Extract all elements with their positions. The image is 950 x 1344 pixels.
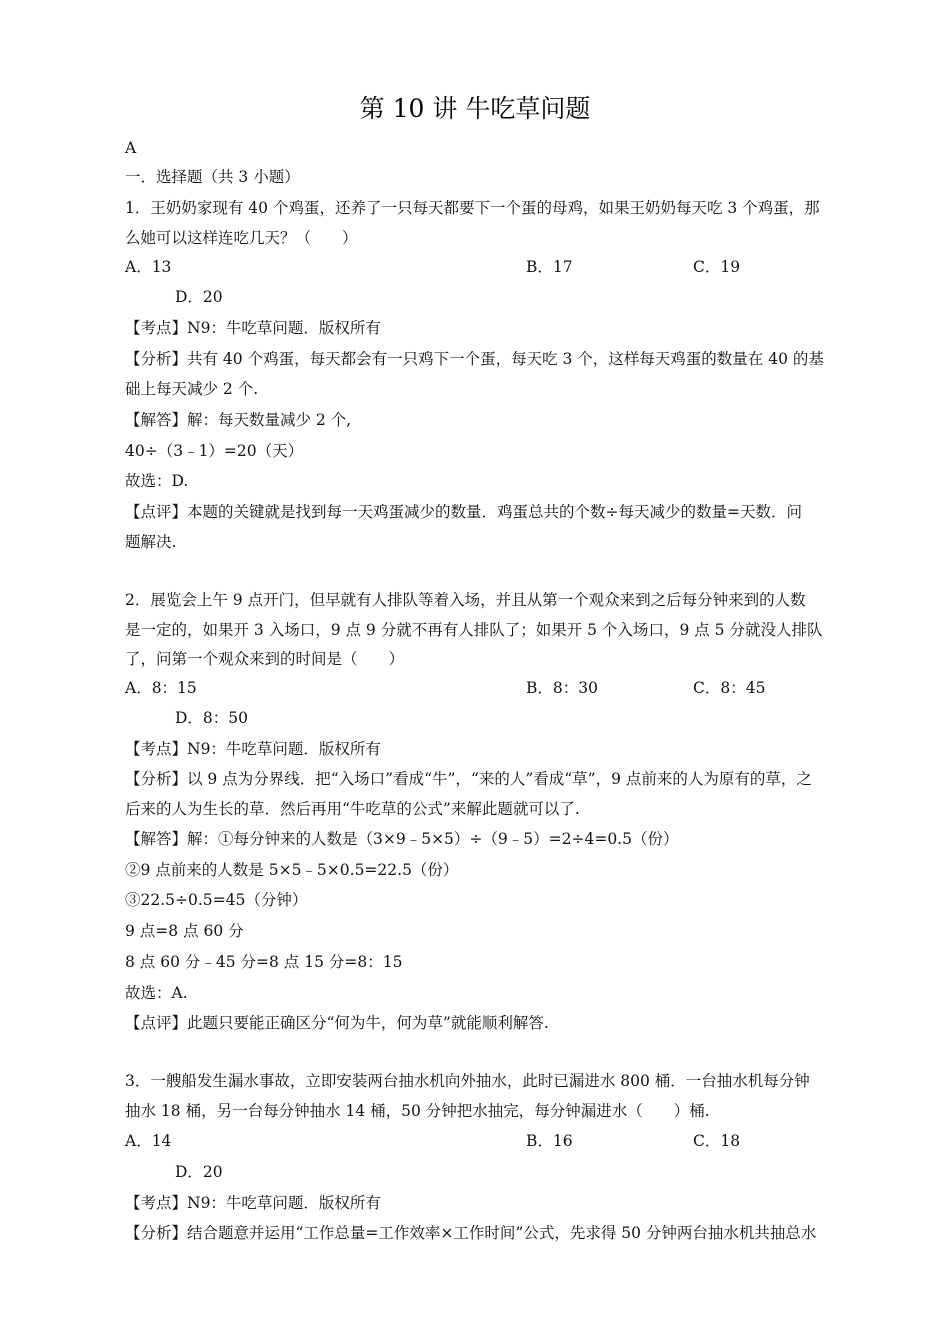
question-2-option-d: D．8：50 <box>175 709 249 727</box>
question-1-stem-line-2: 么她可以这样连吃几天？（ ） <box>125 229 358 247</box>
question-3-option-a: A．14 <box>125 1132 172 1150</box>
question-1-comment-line-1: 【点评】本题的关键就是找到每一天鸡蛋减少的数量．鸡蛋总共的个数÷每天减少的数量=天数．问 <box>125 503 802 521</box>
question-1-kaodian: 【考点】N9：牛吃草问题．版权所有 <box>125 319 381 337</box>
question-2-answer-line-6: 故选：A. <box>125 984 188 1002</box>
question-2-answer-line-2: ②9 点前来的人数是 5×5﹣5×0.5=22.5（份） <box>125 861 459 879</box>
question-2-answer-line-5: 8 点 60 分﹣45 分=8 点 15 分=8：15 <box>125 953 403 971</box>
question-1-answer-line-3: 故选：D. <box>125 472 189 490</box>
question-1-analysis-line-2: 础上每天减少 2 个. <box>125 380 259 398</box>
question-2-option-a: A．8：15 <box>125 679 197 697</box>
question-2-stem-line-1: 2．展览会上午 9 点开门，但早就有人排队等着入场，并且从第一个观众来到之后每分钟来到的人数 <box>125 591 806 609</box>
question-2-analysis-line-1: 【分析】以 9 点为分界线．把“入场口”看成“牛”，“来的人”看成“草”，9 点前来的人为原有的草，之 <box>125 770 812 788</box>
question-2-answer-line-3: ③22.5÷0.5=45（分钟） <box>125 891 308 909</box>
question-2-answer-line-4: 9 点=8 点 60 分 <box>125 922 244 940</box>
question-3-option-d: D．20 <box>175 1163 223 1181</box>
question-3-stem-line-2: 抽水 18 桶，另一台每分钟抽水 14 桶，50 分钟把水抽完，每分钟漏进水（ ）桶. <box>125 1102 710 1120</box>
question-1-option-b: B．17 <box>526 258 573 276</box>
question-3-kaodian: 【考点】N9：牛吃草问题．版权所有 <box>125 1194 381 1212</box>
question-2-stem-line-3: 了，问第一个观众来到的时间是（ ） <box>125 650 405 668</box>
question-2-analysis-line-2: 后来的人为生长的草．然后再用“牛吃草的公式”来解此题就可以了. <box>125 800 580 818</box>
question-3-option-c: C．18 <box>693 1132 741 1150</box>
question-2-option-b: B．8：30 <box>526 679 598 697</box>
question-2-answer-line-1: 【解答】解：①每分钟来的人数是（3×9﹣5×5）÷（9﹣5）=2÷4=0.5（份） <box>125 830 679 848</box>
question-3-analysis-line-1: 【分析】结合题意并运用“工作总量=工作效率×工作时间”公式，先求得 50 分钟两台抽水机共抽总水 <box>125 1224 817 1242</box>
question-3-stem-line-1: 3．一艘船发生漏水事故，立即安装两台抽水机向外抽水，此时已漏进水 800 桶．一台抽水机每分钟 <box>125 1072 810 1090</box>
question-1-answer-line-1: 【解答】解：每天数量减少 2 个, <box>125 411 352 429</box>
question-3-option-b: B．16 <box>526 1132 573 1150</box>
question-2-kaodian: 【考点】N9：牛吃草问题．版权所有 <box>125 740 381 758</box>
question-1-stem-line-1: 1．王奶奶家现有 40 个鸡蛋，还养了一只每天都要下一个蛋的母鸡，如果王奶奶每天吃 3 个鸡蛋，那 <box>125 199 820 217</box>
question-1-analysis-line-1: 【分析】共有 40 个鸡蛋，每天都会有一只鸡下一个蛋，每天吃 3 个，这样每天鸡蛋的数量在 40 的基 <box>125 350 824 368</box>
question-1-option-c: C．19 <box>693 258 741 276</box>
level-label: A <box>125 139 137 157</box>
question-2-option-c: C．8：45 <box>693 679 766 697</box>
section-heading: 一．选择题（共 3 小题） <box>125 168 300 186</box>
question-1-option-d: D．20 <box>175 288 223 306</box>
question-2-stem-line-2: 是一定的，如果开 3 入场口，9 点 9 分就不再有人排队了；如果开 5 个入场口，9 点 5 分就没人排队 <box>125 621 823 639</box>
question-1-option-a: A．13 <box>125 258 172 276</box>
question-2-comment-line-1: 【点评】此题只要能正确区分“何为牛，何为草”就能顺利解答. <box>125 1014 549 1032</box>
page-title: 第 10 讲 牛吃草问题 <box>359 94 591 123</box>
question-1-answer-line-2: 40÷（3﹣1）=20（天） <box>125 442 304 460</box>
question-1-comment-line-2: 题解决. <box>125 533 177 551</box>
